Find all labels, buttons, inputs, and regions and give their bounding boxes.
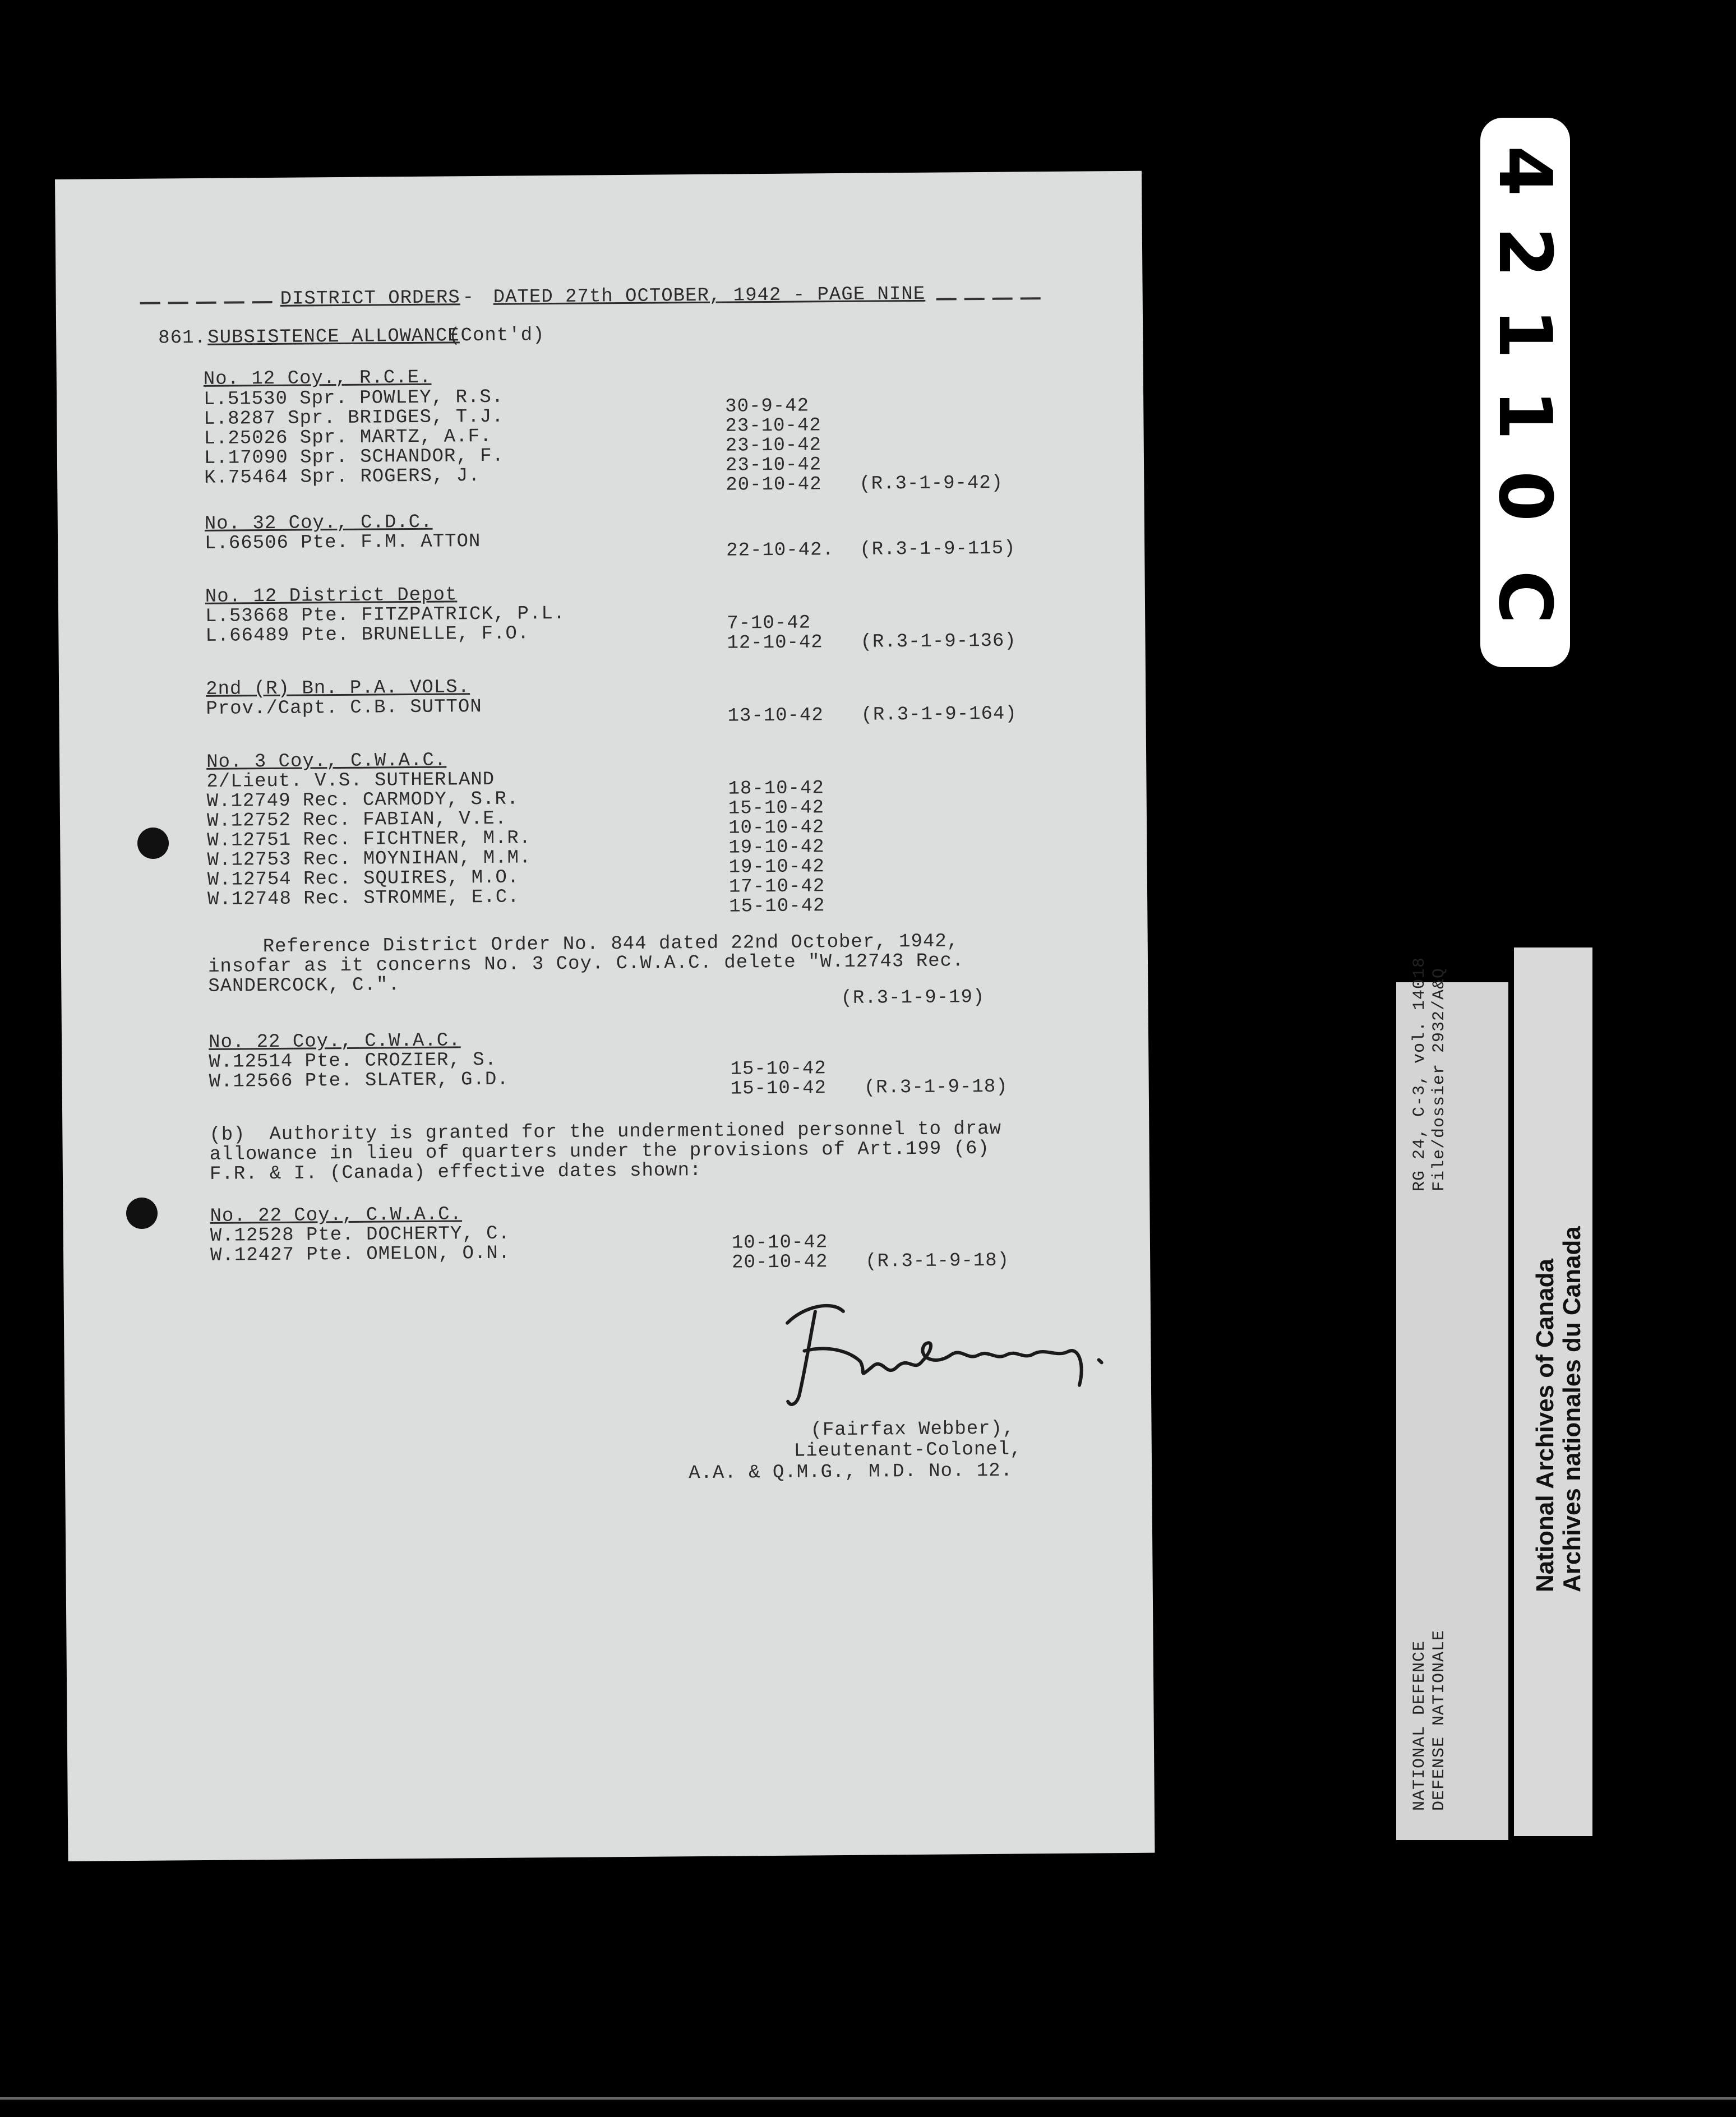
personnel-entry: L.8287 Spr. BRIDGES, T.J. bbox=[204, 406, 504, 430]
personnel-entry: L.53668 Pte. FITZPATRICK, P.L. bbox=[205, 603, 566, 627]
personnel-entry: W.12566 Pte. SLATER, G.D. bbox=[209, 1069, 509, 1093]
section-number: 861. bbox=[158, 327, 207, 349]
personnel-entry: W.12748 Rec. STROMME, E.C. bbox=[207, 886, 520, 910]
personnel-entry: L.51530 Spr. POWLEY, R.S. bbox=[203, 386, 504, 410]
personnel-entry: W.12514 Pte. CROZIER, S. bbox=[209, 1049, 497, 1073]
effective-date: 15-10-42 bbox=[728, 797, 825, 820]
archive-reference: File/dossier 2932/A&Q bbox=[1430, 967, 1449, 1191]
archives-name-fr: Archives nationales du Canada bbox=[1558, 1226, 1586, 1592]
personnel-entry: W.12751 Rec. FICHTNER, M.R. bbox=[207, 828, 532, 852]
personnel-entry: W.12427 Pte. OMELON, O.N. bbox=[210, 1242, 511, 1266]
personnel-entry: L.25026 Spr. MARTZ, A.F. bbox=[204, 426, 492, 450]
effective-date: 10-10-42 bbox=[728, 817, 825, 839]
personnel-entry: W.12753 Rec. MOYNIHAN, M.M. bbox=[207, 847, 532, 871]
unit-heading: No. 12 District Depot bbox=[205, 584, 458, 608]
personnel-entry: W.12752 Rec. FABIAN, V.E. bbox=[206, 808, 507, 832]
header-dash bbox=[936, 298, 957, 300]
personnel-entry: W.12528 Pte. DOCHERTY, C. bbox=[210, 1223, 511, 1247]
film-number-char: 4 bbox=[1483, 145, 1568, 197]
film-number-char: 2 bbox=[1483, 227, 1568, 278]
personnel-entry: L.17090 Spr. SCHANDOR, F. bbox=[204, 445, 505, 469]
header-dash bbox=[196, 302, 216, 304]
department-name-en: NATIONAL DEFENCE bbox=[1410, 1640, 1429, 1811]
file-reference: (R.3-1-9-18) bbox=[865, 1250, 1010, 1273]
effective-date: 10-10-42 bbox=[731, 1232, 828, 1254]
binder-hole bbox=[137, 828, 169, 859]
personnel-entry: L.66506 Pte. F.M. ATTON bbox=[204, 531, 481, 554]
header-dash bbox=[1021, 297, 1041, 299]
frame-edge bbox=[0, 2097, 1736, 2100]
signatory-rank: Lieutenant-Colonel, bbox=[793, 1439, 1022, 1462]
effective-date: 7-10-42 bbox=[727, 612, 811, 635]
section-cont: (Cont'd) bbox=[449, 325, 545, 347]
effective-date: 22-10-42. bbox=[726, 539, 835, 562]
paragraph-b-line: F.R. & I. (Canada) effective dates shown: bbox=[209, 1159, 702, 1185]
effective-date: 13-10-42 bbox=[727, 705, 824, 727]
paragraph-b-line: allowance in lieu of quarters under the provisions of Art.199 (6) bbox=[209, 1138, 990, 1166]
document-page bbox=[55, 171, 1155, 1861]
film-number-char: C bbox=[1483, 570, 1568, 624]
personnel-entry: 2/Lieut. V.S. SUTHERLAND bbox=[206, 769, 495, 793]
effective-date: 30-9-42 bbox=[725, 395, 810, 418]
effective-date: 23-10-42 bbox=[725, 454, 822, 477]
file-reference: (R.3-1-9-18) bbox=[864, 1076, 1008, 1099]
section-title: SUBSISTENCE ALLOWANCE bbox=[207, 325, 460, 349]
film-number-char: 1 bbox=[1483, 308, 1568, 359]
unit-heading: 2nd (R) Bn. P.A. VOLS. bbox=[206, 677, 470, 700]
file-reference: (R.3-1-9-115) bbox=[860, 538, 1016, 561]
personnel-entry: W.12754 Rec. SQUIRES, M.O. bbox=[207, 867, 520, 891]
header-separator: - bbox=[462, 287, 475, 309]
unit-heading: No. 32 Coy., C.D.C. bbox=[204, 511, 433, 535]
personnel-entry: K.75464 Spr. ROGERS, J. bbox=[204, 465, 481, 489]
header-dash bbox=[252, 301, 273, 303]
effective-date: 23-10-42 bbox=[725, 415, 821, 437]
header-dash bbox=[168, 302, 188, 304]
file-reference: (R.3-1-9-42) bbox=[859, 472, 1004, 495]
personnel-entry: Prov./Capt. C.B. SUTTON bbox=[206, 696, 482, 720]
unit-heading: No. 22 Coy., C.W.A.C. bbox=[208, 1030, 461, 1053]
header-dash bbox=[140, 302, 160, 304]
header-title-left: DISTRICT ORDERS bbox=[280, 287, 460, 310]
effective-date: 19-10-42 bbox=[728, 856, 825, 879]
effective-date: 19-10-42 bbox=[728, 836, 825, 859]
signatory-appointment: A.A. & Q.M.G., M.D. No. 12. bbox=[689, 1460, 1013, 1485]
effective-date: 15-10-42 bbox=[729, 895, 825, 918]
handwritten-signature bbox=[765, 1287, 1125, 1418]
paragraph-b-line: (b) Authority is granted for the undermentioned personnel to draw bbox=[209, 1118, 1002, 1146]
unit-heading: No. 3 Coy., C.W.A.C. bbox=[206, 750, 447, 773]
effective-date: 12-10-42 bbox=[727, 632, 823, 654]
file-reference: (R.3-1-9-136) bbox=[860, 630, 1017, 653]
header-dash bbox=[992, 298, 1013, 300]
reference-paragraph-line: SANDERCOCK, C.". bbox=[208, 974, 400, 997]
binder-hole bbox=[126, 1198, 158, 1229]
film-number-char: 1 bbox=[1483, 389, 1568, 441]
effective-date: 17-10-42 bbox=[728, 876, 825, 898]
file-reference: (R.3-1-9-164) bbox=[861, 703, 1017, 726]
effective-date: 23-10-42 bbox=[725, 435, 822, 457]
reference-paragraph-line: insofar as it concerns No. 3 Coy. C.W.A.C. delete "W.12743 Rec. bbox=[207, 950, 964, 978]
header-title-right: DATED 27th OCTOBER, 1942 - PAGE NINE bbox=[493, 283, 926, 308]
file-reference: (R.3-1-9-19) bbox=[841, 987, 985, 1010]
header-dash bbox=[224, 301, 244, 303]
header-dash bbox=[964, 298, 985, 300]
personnel-entry: W.12749 Rec. CARMODY, S.R. bbox=[206, 788, 519, 812]
unit-heading: No. 22 Coy., C.W.A.C. bbox=[210, 1204, 463, 1227]
film-number-char: 0 bbox=[1483, 470, 1568, 522]
effective-date: 15-10-42 bbox=[730, 1058, 827, 1080]
effective-date: 20-10-42 bbox=[732, 1251, 828, 1274]
archives-name-en: National Archives of Canada bbox=[1531, 1259, 1559, 1592]
signatory-name: (Fairfax Webber), bbox=[810, 1418, 1015, 1441]
personnel-entry: L.66489 Pte. BRUNELLE, F.O. bbox=[205, 623, 530, 647]
unit-heading: No. 12 Coy., R.C.E. bbox=[203, 367, 432, 390]
effective-date: 15-10-42 bbox=[730, 1078, 827, 1100]
reference-paragraph-line: Reference District Order No. 844 dated 22nd October, 1942, bbox=[262, 931, 959, 958]
effective-date: 18-10-42 bbox=[728, 778, 824, 800]
effective-date: 20-10-42 bbox=[726, 474, 822, 496]
archive-reference: RG 24, C-3, vol. 14018 bbox=[1410, 956, 1429, 1191]
department-name-fr: DEFENSE NATIONALE bbox=[1430, 1629, 1449, 1811]
